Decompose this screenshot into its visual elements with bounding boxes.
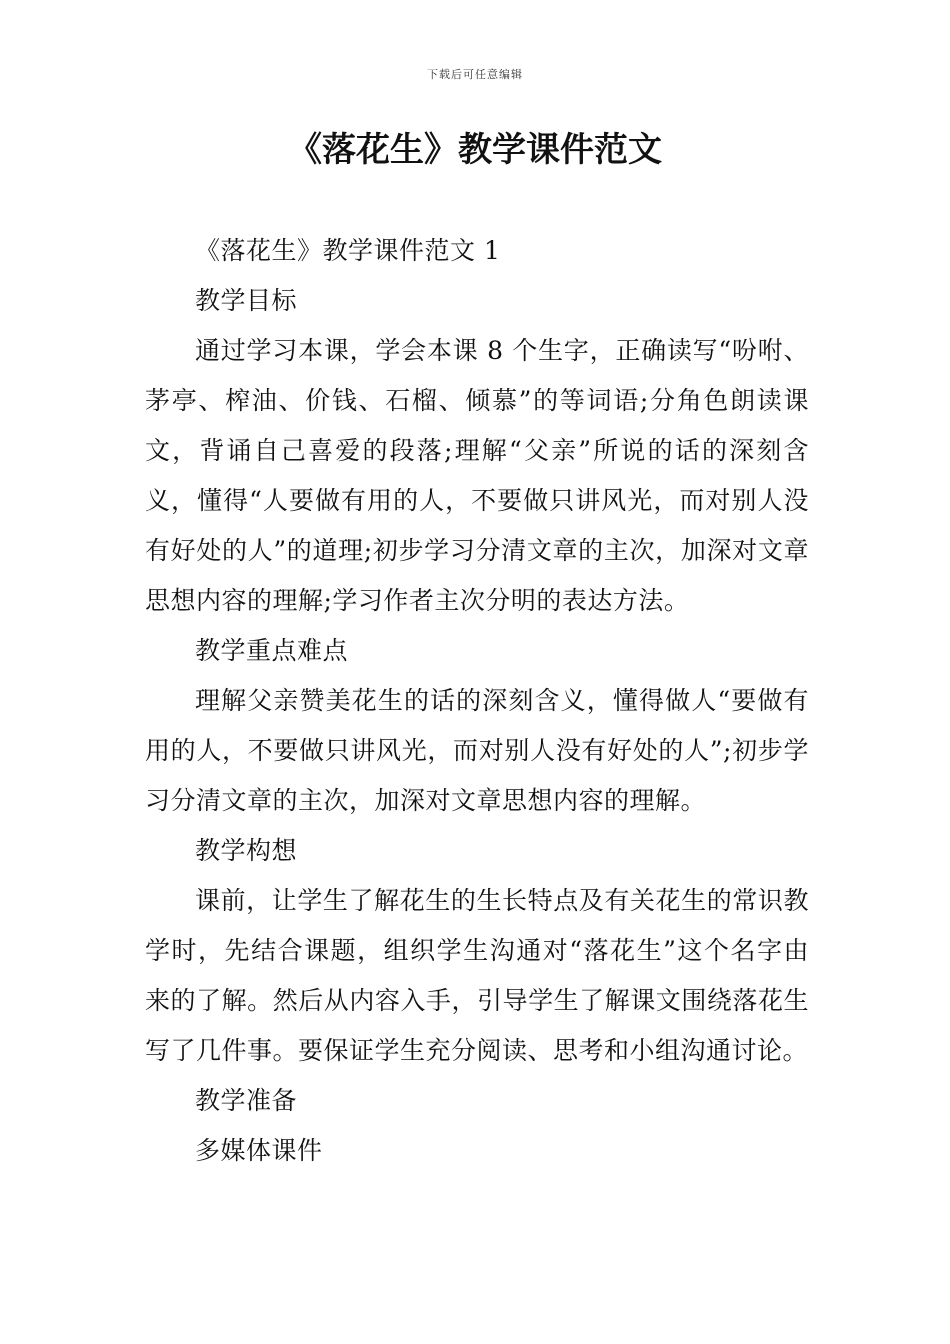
paragraph-teaching-concept: 课前，让学生了解花生的生长特点及有关花生的常识教学时，先结合课题，组织学生沟通对“落花生”这个名字由来的了解。然后从内容入手，引导学生了解课文围绕落花生写了几件事。要保证学生充分阅读、思考和小组沟通讨论。 [145, 886, 809, 1065]
paragraph-key-points: 理解父亲赞美花生的话的深刻含义，懂得做人“要做有用的人，不要做只讲风光，而对别人没有好处的人”;初步学习分清文章的主次，加深对文章思想内容的理解。 [145, 686, 809, 815]
header-note: 下载后可任意编辑 [427, 68, 523, 81]
subheading-preparation: 教学准备 [195, 1086, 298, 1115]
paragraph-teaching-goals: 通过学习本课，学会本课 8 个生字，正确读写“吩咐、茅亭、榨油、价钱、石榴、倾慕”的等词语;分角色朗读课文，背诵自己喜爱的段落;理解“父亲”所说的话的深刻含义，懂得“人要做有用的人，不要做只讲风光，而对别人没有好处的人”的道理;初步学习分清文章的主次，加深对文章思想内容的理解;学习作者主次分明的表达方法。 [145, 336, 809, 615]
subheading-key-points: 教学重点难点 [195, 636, 349, 665]
subheading-teaching-concept: 教学构想 [195, 836, 298, 865]
document-title: 《落花生》教学课件范文 [288, 130, 662, 170]
subheading-teaching-goals: 教学目标 [195, 286, 298, 315]
document-body [145, 226, 809, 1176]
paragraph-preparation: 多媒体课件 [195, 1136, 323, 1165]
section-heading: 《落花生》教学课件范文 1 [195, 236, 501, 265]
